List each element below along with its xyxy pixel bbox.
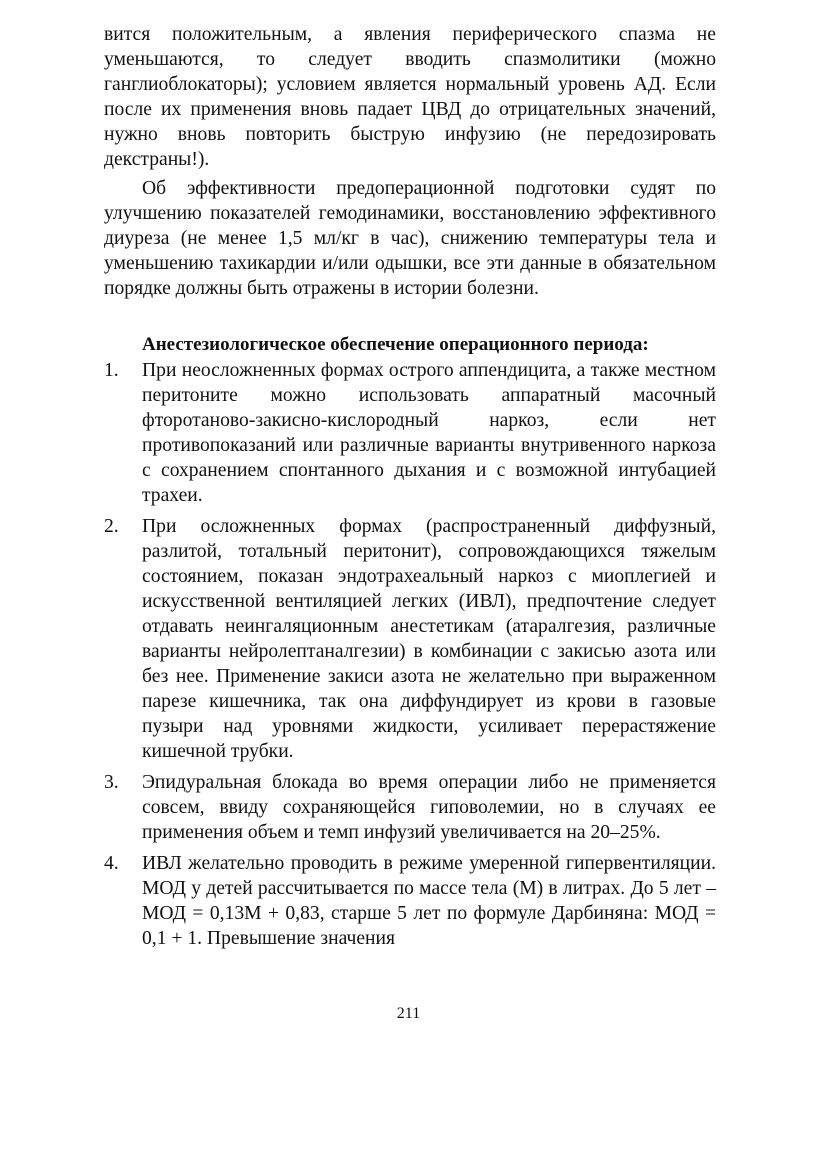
numbered-list xyxy=(104,358,716,951)
list-item-text: Эпидуральная блокада во время операции либо не применяется совсем, ввиду сохраняющейся гиповолемии, но в случаях ее применения объем и темп инфузий увеличивается на 20–25%. xyxy=(142,772,716,843)
list-item xyxy=(104,851,716,951)
list-item-number: 1. xyxy=(104,360,119,381)
list-item xyxy=(104,770,716,845)
list-item-text: При неосложненных формах острого аппендицита, а также местном перитоните можно использовать аппаратный масочный фторотаново-закисно-кислородный наркоз, если нет противопоказаний или различные варианты внутривенного наркоза с сохранением спонтанного дыхания и с возможной интубацией трахеи. xyxy=(142,360,716,506)
list-item xyxy=(104,514,716,764)
list-item-number: 2. xyxy=(104,516,119,537)
page-number: 211 xyxy=(396,1005,421,1022)
paragraph-continuation: вится положительным, а явления периферического спазма не уменьшаются, то следует вводить спазмолитики (можно ганглиоблокаторы); условием является нормальный уровень АД. Если после их применения вновь падает ЦВД до отрицательных значений, нужно вновь повторить быструю инфузию (не передозировать декстраны!). xyxy=(104,24,716,170)
section-heading: Анестезиологическое обеспечение операционного периода: xyxy=(142,334,649,355)
page-content xyxy=(104,22,716,957)
list-item-text: При осложненных формах (распространенный диффузный, разлитой, тотальный перитонит), сопровождающихся тяжелым состоянием, показан эндотрахеальный наркоз с миоплегией и искусственной вентиляцией легких (ИВЛ), предпочтение следует отдавать неингаляционным анестетикам (атаралгезия, различные варианты нейролептаналгезии) в комбинации с закисью азота или без нее. Применение закиси азота не желательно при выраженном парезе кишечника, так она диффундирует из крови в газовые пузыри над уровнями жидкости, усиливает перерастяжение кишечной трубки. xyxy=(142,516,716,762)
list-item-number: 4. xyxy=(104,853,119,874)
paragraph-effectiveness: Об эффективности предоперационной подготовки судят по улучшению показателей гемодинамики, восстановлению эффективного диуреза (не менее 1,5 мл/кг в час), снижению температуры тела и уменьшению тахикардии и/или одышки, все эти данные в обязательном порядке должны быть отражены в истории болезни. xyxy=(104,178,716,299)
list-item-number: 3. xyxy=(104,772,119,793)
list-item xyxy=(104,358,716,508)
list-item-text: ИВЛ желательно проводить в режиме умеренной гипервентиляции. МОД у детей рассчитывается по массе тела (М) в литрах. До 5 лет – МОД = 0,13М + 0,83, старше 5 лет по формуле Дарбиняна: МОД = 0,1 + 1. Превышение значения xyxy=(142,853,716,949)
